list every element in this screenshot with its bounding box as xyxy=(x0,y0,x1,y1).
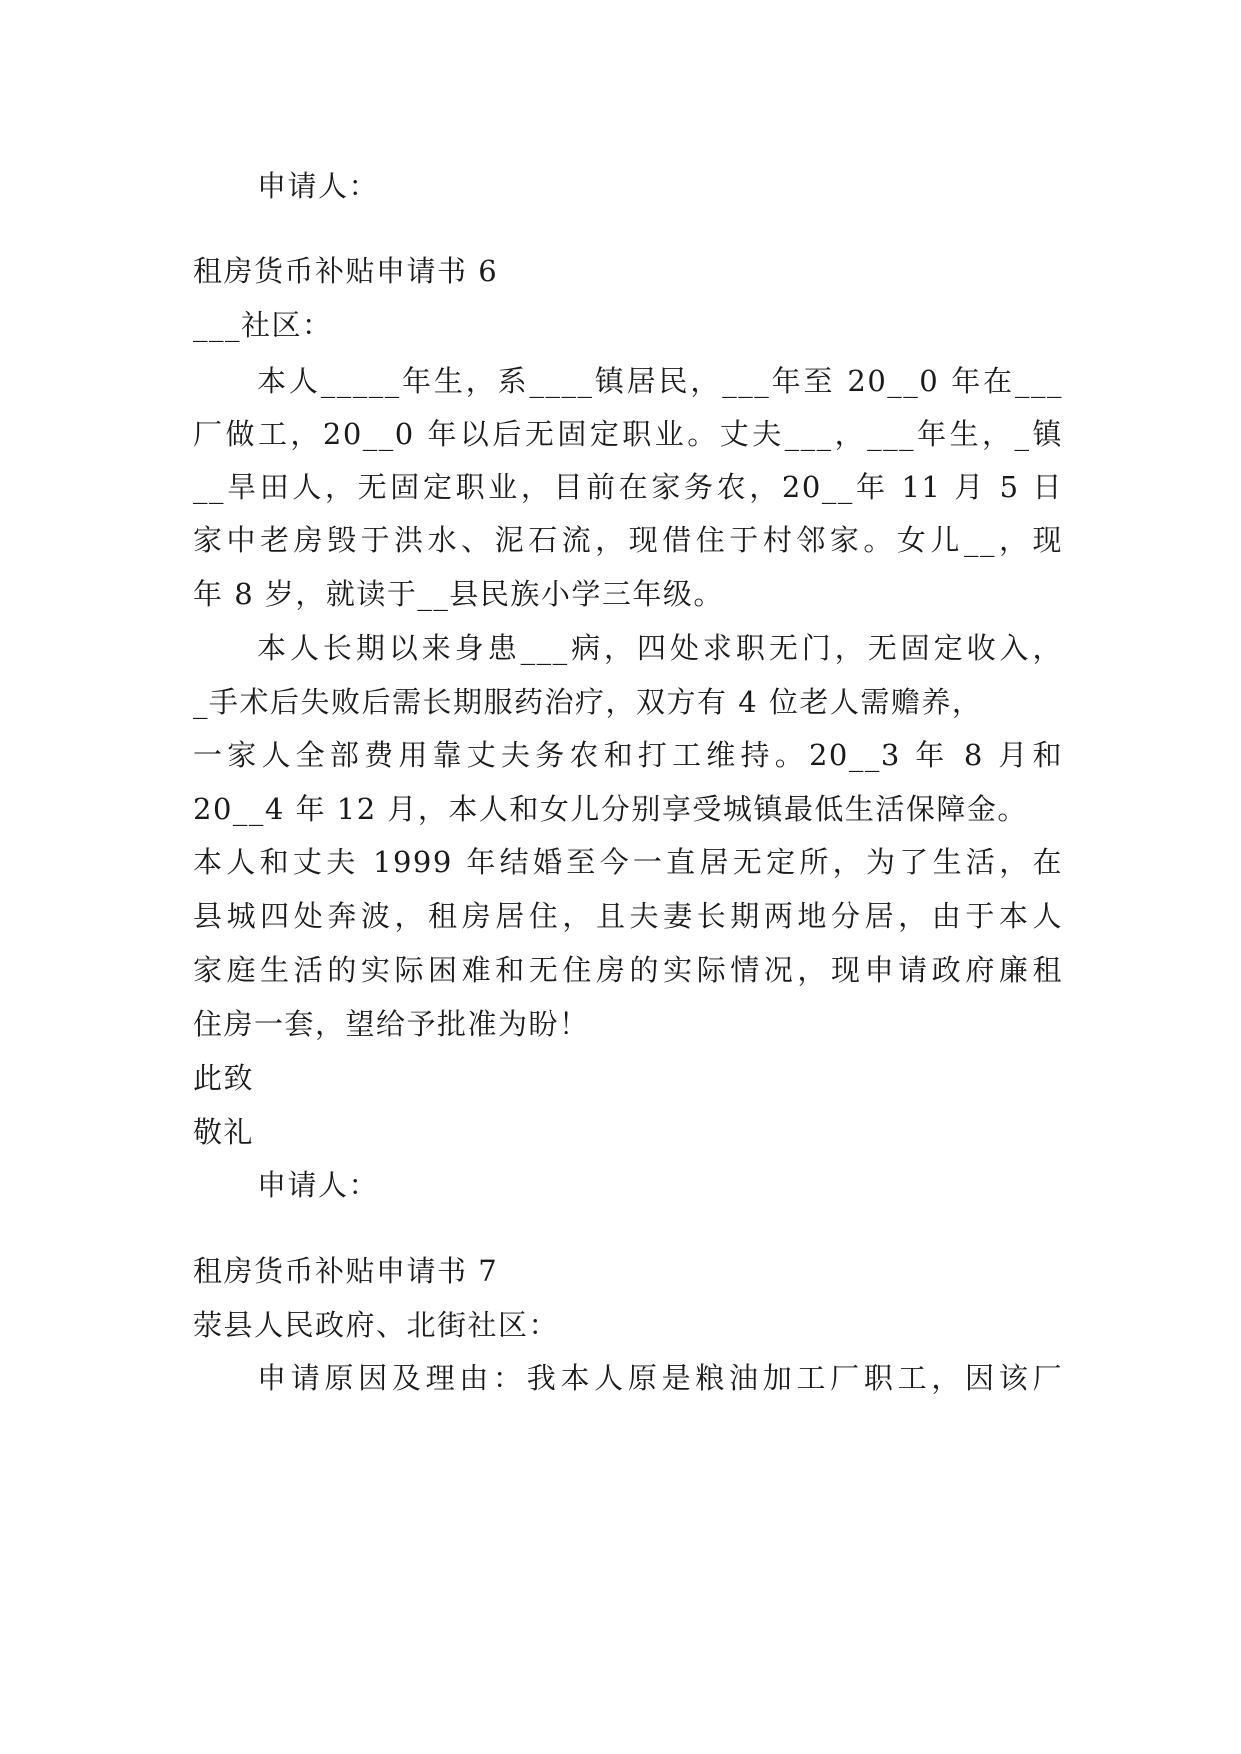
section-6-recipient: ___社区： xyxy=(193,308,333,342)
section-6-para2-line: _手术后失败后需长期服药治疗，双方有 4 位老人需赡养， xyxy=(193,685,983,719)
section-6-para1-line: __旱田人，无固定职业，目前在家务农，20__年 11 月 5 日 xyxy=(193,470,1063,504)
section-6-para1-line: 本人_____年生，系____镇居民，___年至 20__0 年在___ xyxy=(257,364,1063,398)
applicant-signature-prev: 申请人： xyxy=(257,169,380,203)
section-6-para1-line: 年 8 岁，就读于__县民族小学三年级。 xyxy=(193,577,724,611)
section-6-para2-line: 一家人全部费用靠丈夫务农和打工维持。20__3 年 8 月和 xyxy=(193,738,1063,772)
section-6-title: 租房货币补贴申请书 6 xyxy=(193,254,499,288)
section-6-para2-line: 本人长期以来身患___病，四处求职无门，无固定收入， xyxy=(257,631,1063,665)
section-6-para2-line: 20__4 年 12 月，本人和女儿分别享受城镇最低生活保障金。 xyxy=(193,792,1028,826)
section-7-para1-line: 申请原因及理由：我本人原是粮油加工厂职工，因该厂 xyxy=(257,1361,1063,1395)
section-6-para2-line: 县城四处奔波，租房居住，且夫妻长期两地分居，由于本人 xyxy=(193,899,1063,933)
closing-regards: 敬礼 xyxy=(193,1115,255,1149)
section-7-title: 租房货币补贴申请书 7 xyxy=(193,1254,499,1288)
section-6-para1-line: 厂做工，20__0 年以后无固定职业。丈夫___，___年生，_镇 xyxy=(193,417,1063,451)
section-6-para1-line: 家中老房毁于洪水、泥石流，现借住于村邻家。女儿__，现 xyxy=(193,523,1063,557)
section-6-para2-line: 家庭生活的实际困难和无住房的实际情况，现申请政府廉租 xyxy=(193,953,1063,987)
applicant-signature: 申请人： xyxy=(257,1168,380,1202)
section-6-para2-line: 本人和丈夫 1999 年结婚至今一直居无定所，为了生活，在 xyxy=(193,845,1063,879)
section-6-para2-line: 住房一套，望给予批准为盼！ xyxy=(193,1007,590,1041)
section-7-recipient: 荥县人民政府、北街社区： xyxy=(193,1308,560,1342)
closing-salutation: 此致 xyxy=(193,1061,255,1095)
